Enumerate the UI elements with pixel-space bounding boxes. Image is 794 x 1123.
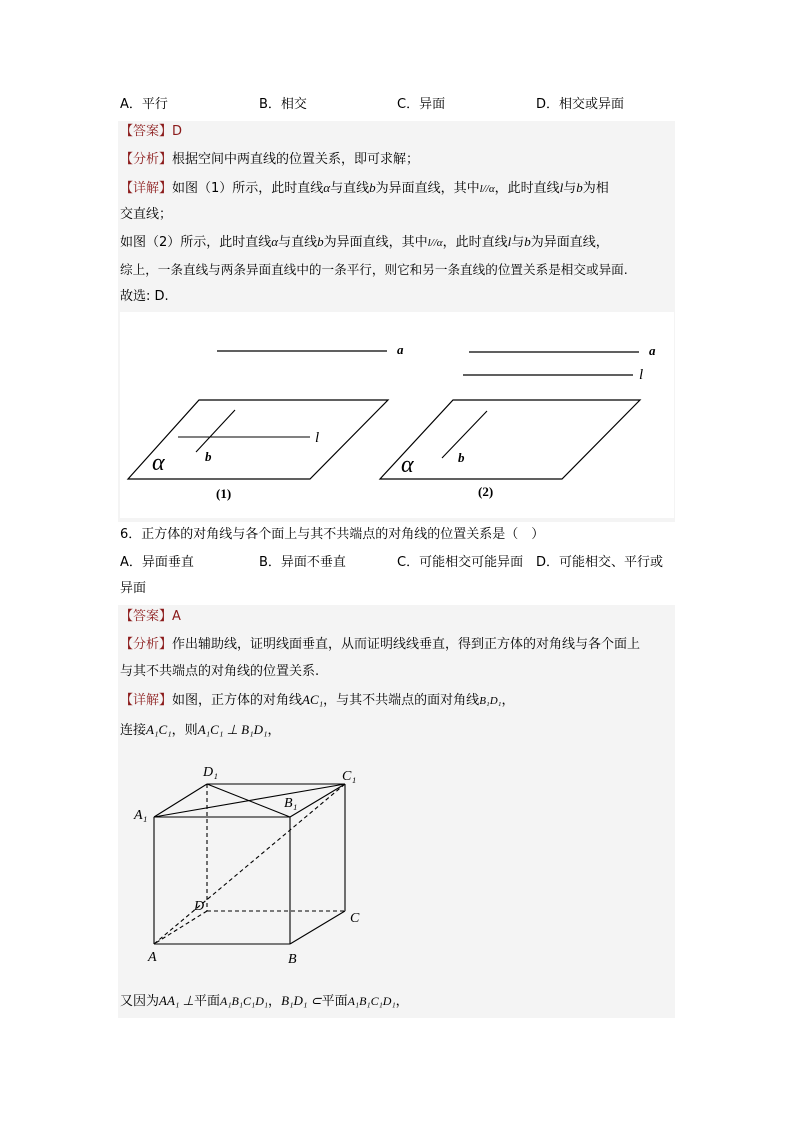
cube-label-d1: D₁ — [203, 765, 218, 780]
fig1-label-b: b — [205, 449, 212, 464]
q6-option-b: B．异面不垂直 — [259, 555, 346, 570]
q5-figure — [120, 312, 674, 518]
cube-label-c: C — [350, 911, 360, 926]
q5-detail-line1-wrap: 交直线； — [120, 207, 173, 222]
q5-summary: 综上，一条直线与两条异面直线中的一条平行，则它和另一条直线的位置关系是相交或异面. — [120, 262, 628, 277]
option-c: C．异面 — [397, 97, 446, 112]
option-d: D．相交或异面 — [536, 97, 625, 112]
fig1-label-alpha: α — [152, 450, 165, 476]
q6-answer: 【答案】A — [120, 609, 181, 624]
q6-detail-line2: 连接A₁C₁，则A₁C₁ ⊥ B₁D₁， — [120, 722, 281, 738]
q5-analysis: 【分析】根据空间中两直线的位置关系，即可求解； — [120, 152, 420, 167]
q6-analysis-line2: 与其不共端点的对角线的位置关系. — [120, 664, 320, 679]
q6-analysis-line1: 【分析】作出辅助线，证明线面垂直，从而证明线线垂直，得到正方体的对角线与各个面上 — [120, 637, 641, 652]
fig1-caption: (1) — [216, 486, 232, 501]
cube-label-b: B — [288, 952, 297, 967]
q6-option-wrap: 异面 — [120, 581, 147, 596]
cube-label-c1: C₁ — [342, 769, 357, 784]
cube-label-d: D — [194, 899, 205, 914]
option-b: B．相交 — [259, 97, 307, 112]
q6-option-d: D．可能相交、平行或 — [536, 555, 664, 570]
option-a: A．平行 — [120, 97, 168, 112]
cube-figure — [120, 755, 380, 975]
fig2-label-b: b — [458, 450, 465, 465]
cube-label-a1: A₁ — [134, 808, 148, 823]
q6-last-line: 又因为AA₁ ⊥平面A₁B₁C₁D₁，B₁D₁ ⊂平面A₁B₁C₁D₁， — [120, 993, 409, 1009]
q5-detail-line2: 如图（2）所示，此时直线α与直线b为异面直线，其中l//α，此时直线l与b为异面直线， — [120, 234, 609, 250]
fig2-label-alpha: α — [401, 452, 414, 478]
q6-option-a: A．异面垂直 — [120, 555, 194, 570]
q5-answer: 【答案】D — [120, 124, 183, 139]
fig2-caption: (2) — [478, 484, 494, 499]
fig1-label-a: a — [397, 342, 404, 357]
fig2-label-a: a — [649, 343, 656, 358]
q5-conclusion: 故选: D. — [120, 289, 169, 304]
q6-question: 6．正方体的对角线与各个面上与其不共端点的对角线的位置关系是（ ） — [120, 527, 545, 542]
q6-detail-line1: 【详解】如图，正方体的对角线AC₁，与其不共端点的面对角线B₁D₁， — [120, 692, 515, 708]
cube-label-a: A — [148, 950, 157, 965]
q6-option-c: C．可能相交可能异面 — [397, 555, 524, 570]
q5-detail-line1: 【详解】如图（1）所示，此时直线α与直线b为异面直线，其中l//α，此时直线l与b为相 — [120, 180, 609, 196]
fig2-label-l: l — [639, 367, 644, 383]
fig1-label-l: l — [315, 430, 320, 446]
cube-label-b1: B₁ — [284, 796, 298, 811]
